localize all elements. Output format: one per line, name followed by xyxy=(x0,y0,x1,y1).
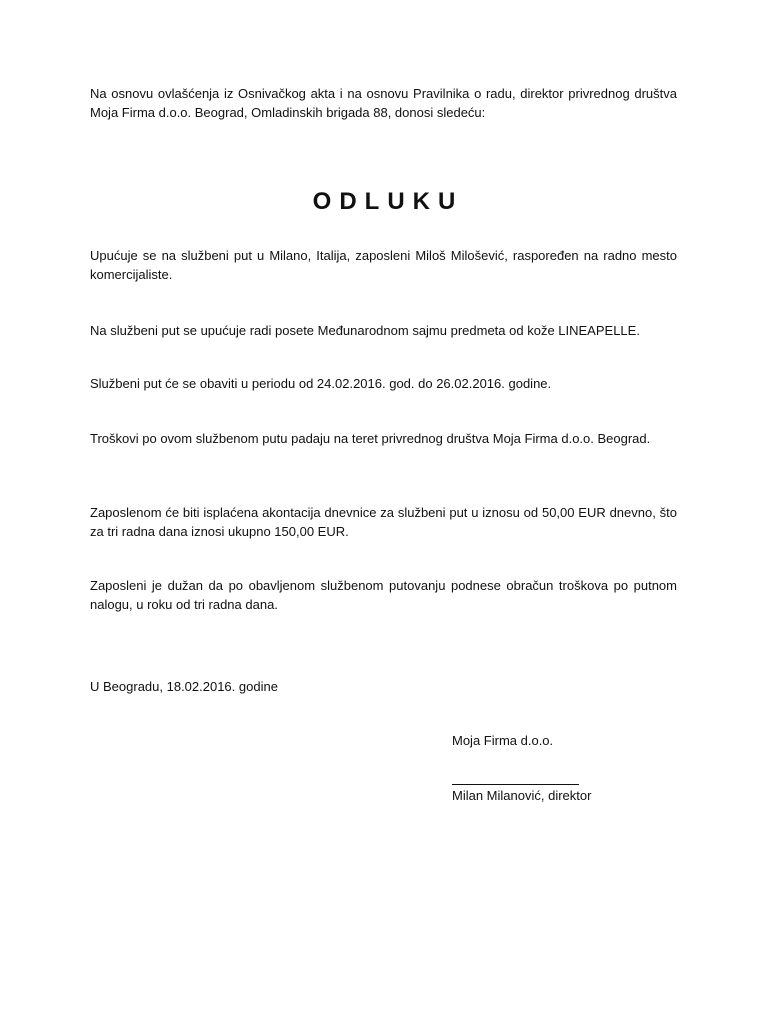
paragraph-obligation: Zaposleni je dužan da po obavljenom službenom putovanju podnese obračun troškova po putnom nalogu, u roku od tri radna dana. xyxy=(90,578,677,612)
paragraph-costs: Troškovi po ovom službenom putu padaju na teret privrednog društva Moja Firma d.o.o. Beograd. xyxy=(90,431,651,446)
paragraph-advance: Zaposlenom će biti isplaćena akontacija dnevnice za službeni put u iznosu od 50,00 EUR dnevno, što za tri radna dana iznosi ukupno 150,00 EUR. xyxy=(90,505,677,539)
signatory-name: Milan Milanović, direktor xyxy=(452,788,592,803)
place-and-date: U Beogradu, 18.02.2016. godine xyxy=(90,679,278,694)
paragraph-purpose: Na službeni put se upućuje radi posete Međunarodnom sajmu predmeta od kože LINEAPELLE. xyxy=(90,323,640,338)
company-name: Moja Firma d.o.o. xyxy=(452,733,554,748)
paragraph-assignment: Upućuje se na službeni put u Milano, Italija, zaposleni Miloš Milošević, raspoređen na radno mesto komercijaliste. xyxy=(90,248,677,282)
paragraph-period: Službeni put će se obaviti u periodu od 24.02.2016. god. do 26.02.2016. godine. xyxy=(90,376,552,391)
intro-paragraph: Na osnovu ovlašćenja iz Osnivačkog akta i na osnovu Pravilnika o radu, direktor privrednog društva Moja Firma d.o.o. Beograd, Omladinskih brigada 88, donosi sledeću: xyxy=(90,86,677,120)
document-title: ODLUKU xyxy=(312,188,464,215)
signature-line xyxy=(452,784,579,785)
